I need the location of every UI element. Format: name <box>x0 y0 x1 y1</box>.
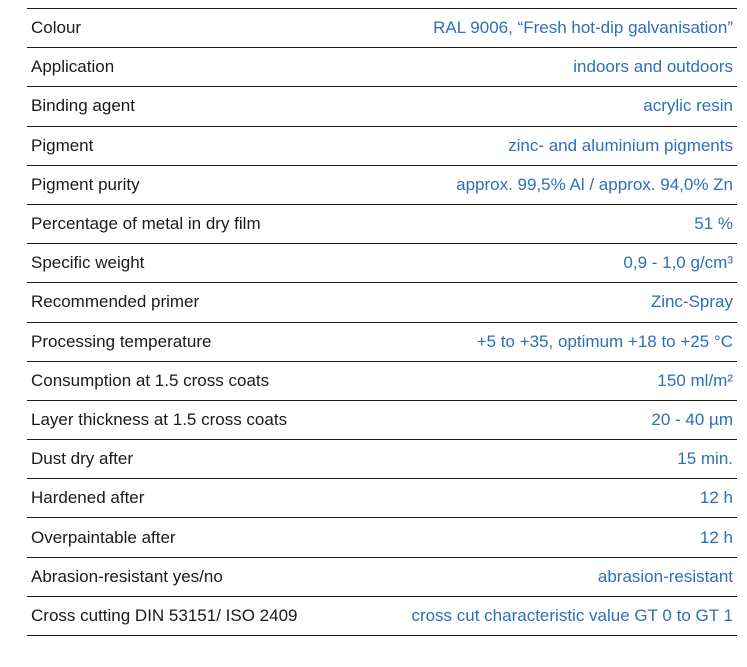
spec-row-consumption <box>27 362 737 401</box>
spec-label: Processing temperature <box>31 331 212 351</box>
spec-label: Recommended primer <box>31 292 200 312</box>
spec-row-binding-agent <box>27 87 737 126</box>
spec-label: Binding agent <box>31 96 135 116</box>
spec-value: 51 % <box>694 214 733 234</box>
spec-row-pigment-purity <box>27 166 737 205</box>
spec-label: Pigment <box>31 135 94 155</box>
spec-row-colour <box>27 9 737 48</box>
spec-label: Specific weight <box>31 253 145 273</box>
spec-value: 20 - 40 µm <box>651 409 733 429</box>
spec-value: cross cut characteristic value GT 0 to GT 1 <box>411 605 733 625</box>
spec-label: Colour <box>31 18 82 38</box>
spec-value: 12 h <box>699 488 733 508</box>
spec-row-application <box>27 48 737 87</box>
spec-label: Dust dry after <box>31 449 134 469</box>
spec-row-specific-weight <box>27 244 737 283</box>
spec-row-abrasion-resistant <box>27 558 737 597</box>
spec-value: abrasion-resistant <box>597 566 733 586</box>
spec-row-cross-cutting <box>27 597 737 636</box>
spec-label: Abrasion-resistant yes/no <box>31 566 223 586</box>
spec-label: Layer thickness at 1.5 cross coats <box>31 409 288 429</box>
spec-label: Percentage of metal in dry film <box>31 214 261 234</box>
spec-value: Zinc-Spray <box>650 292 733 312</box>
spec-row-recommended-primer <box>27 283 737 322</box>
spec-row-processing-temperature <box>27 323 737 362</box>
spec-label: Application <box>31 57 115 77</box>
spec-label: Consumption at 1.5 cross coats <box>31 370 270 390</box>
spec-row-metal-percentage <box>27 205 737 244</box>
spec-value: RAL 9006, “Fresh hot-dip galvanisation” <box>433 18 733 38</box>
spec-row-pigment <box>27 127 737 166</box>
spec-label: Hardened after <box>31 488 145 508</box>
spec-value: approx. 99,5% Al / approx. 94,0% Zn <box>456 174 733 194</box>
spec-row-hardened <box>27 479 737 518</box>
spec-row-layer-thickness <box>27 401 737 440</box>
spec-row-dust-dry <box>27 440 737 479</box>
spec-value: indoors and outdoors <box>573 57 733 77</box>
spec-value: zinc- and aluminium pigments <box>508 135 733 155</box>
spec-label: Overpaintable after <box>31 527 176 547</box>
spec-value: 0,9 - 1,0 g/cm³ <box>623 253 733 273</box>
spec-value: +5 to +35, optimum +18 to +25 °C <box>476 331 733 351</box>
spec-value: 12 h <box>699 527 733 547</box>
spec-row-overpaintable <box>27 518 737 557</box>
spec-label: Cross cutting DIN 53151/ ISO 2409 <box>31 605 298 625</box>
spec-table <box>27 8 737 636</box>
spec-value: acrylic resin <box>643 96 733 116</box>
spec-value: 15 min. <box>677 449 733 469</box>
spec-label: Pigment purity <box>31 174 140 194</box>
spec-value: 150 ml/m² <box>657 370 733 390</box>
